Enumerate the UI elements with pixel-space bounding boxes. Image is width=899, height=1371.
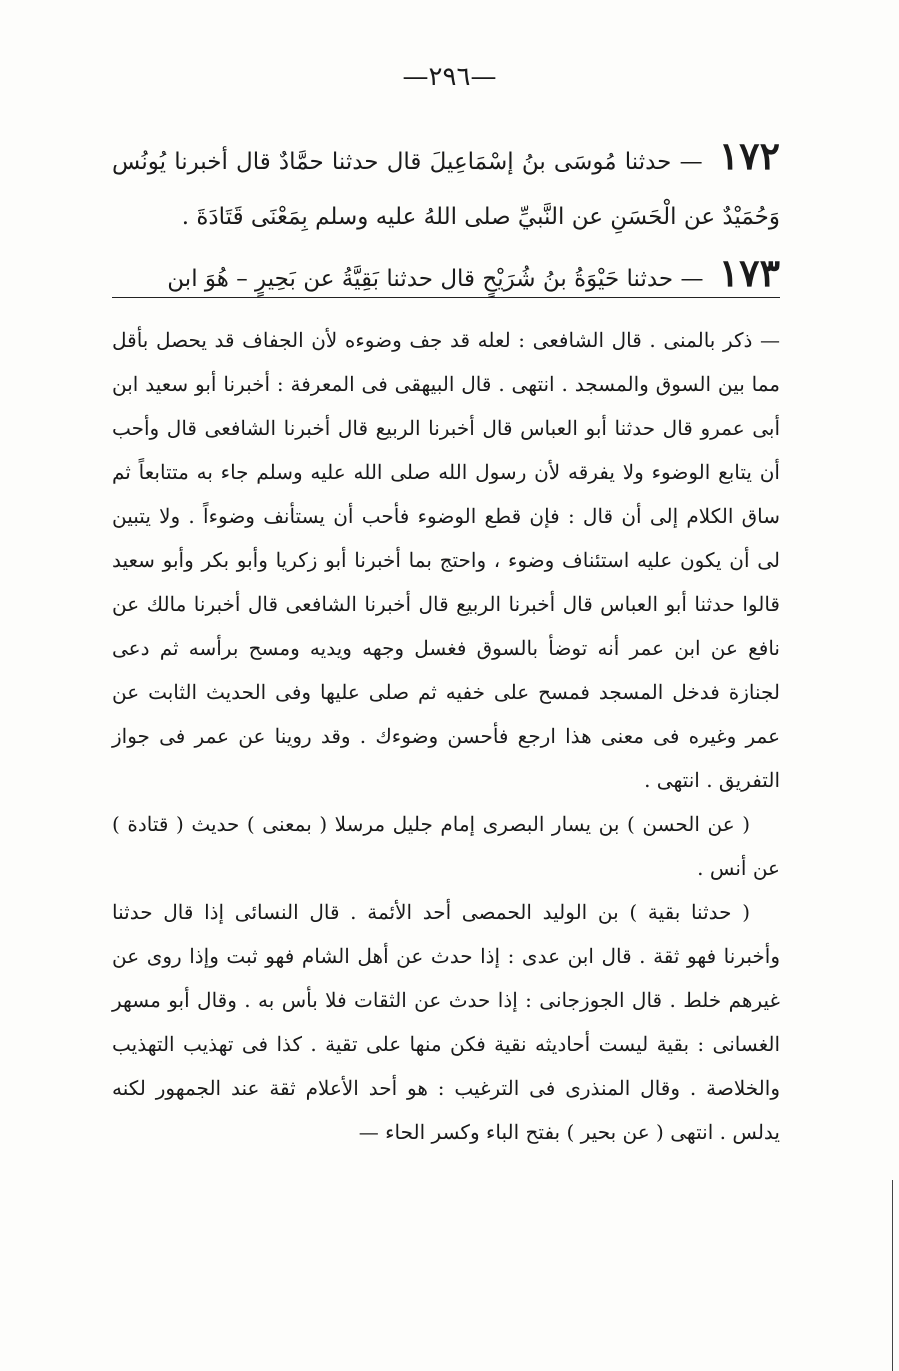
scan-edge-line <box>892 1180 893 1371</box>
commentary-section <box>112 318 780 1154</box>
section-divider <box>112 297 780 298</box>
page-number: —٢٩٦— <box>402 62 497 92</box>
commentary-paragraph: — ذكر بالمنى . قال الشافعى : لعله قد جف وضوءه لأن الجفاف قد يحصل بأقل مما بين السوق والمسجد . انتهى . قال البيهقى فى المعرفة : أخبرنا أبو سعيد ابن أبى عمرو قال حدثنا أبو العباس قال أخبرنا الربيع قال أخبرنا الشافعى قال وأحب أن يتابع الوضوء ولا يفرقه لأن رسول الله صلى الله عليه وسلم جاء به متتابعاً ثم ساق الكلام إلى أن قال : فإن قطع الوضوء فأحب أن يستأنف وضوءاً . ولا يتبين لى أن يكون عليه استئناف وضوء ، واحتج بما أخبرنا أبو زكريا وأبو بكر وأبو سعيد قالوا حدثنا أبو العباس قال أخبرنا الربيع قال أخبرنا الشافعى قال أخبرنا مالك عن نافع عن ابن عمر أنه توضأ بالسوق فغسل وجهه ويديه ومسح برأسه ثم دعى لجنازة فدخل المسجد فمسح على خفيه ثم صلى عليها وفى الحديث الثابت عن عمر وغيره فى معنى هذا ارجع فأحسن وضوءك . وقد روينا عن عمر فى جواز التفريق . انتهى . <box>112 328 780 792</box>
commentary-paragraph: ( حدثنا بقية ) بن الوليد الحمصى أحد الأئمة . قال النسائى إذا قال حدثنا وأخبرنا فهو ثقة . قال ابن عدى : إذا حدث عن أهل الشام فهو ثبت وإذا روى عن غيرهم خلط . قال الجوزجانى : إذا حدث عن الثقات فلا بأس به . وقال أبو مسهر الغسانى : بقية ليست أحاديثه نقية فكن منها على تقية . كذا فى تهذيب التهذيب والخلاصة . وقال المنذرى فى الترغيب : هو أحد الأعلام ثقة عند الجمهور لكنه يدلس . انتهى ( عن بحير ) بفتح الباء وكسر الحاء — <box>112 900 780 1144</box>
hadith-main-text <box>112 128 780 307</box>
hadith-text: — حدثنا حَيْوَةُ بنُ شُرَيْحٍ قال حدثنا بَقِيَّةُ عن بَحِيرٍ – هُوَ ابن <box>167 266 704 292</box>
hadith-number: ١٧٢ <box>718 133 780 178</box>
hadith-172 <box>112 128 780 245</box>
hadith-number: ١٧٣ <box>718 250 780 295</box>
commentary-paragraph: ( عن الحسن ) بن يسار البصرى إمام جليل مرسلا ( بمعنى ) حديث ( قتادة ) عن أنس . <box>112 812 780 880</box>
hadith-text: — حدثنا مُوسَى بنُ إسْمَاعِيلَ قال حدثنا حمَّادٌ قال أخبرنا يُونُس وَحُمَيْدٌ عن الْحَسَنِ عن النَّبيِّ صلى اللهُ عليه وسلم بِمَعْنَى قَتَادَةَ . <box>112 149 780 230</box>
